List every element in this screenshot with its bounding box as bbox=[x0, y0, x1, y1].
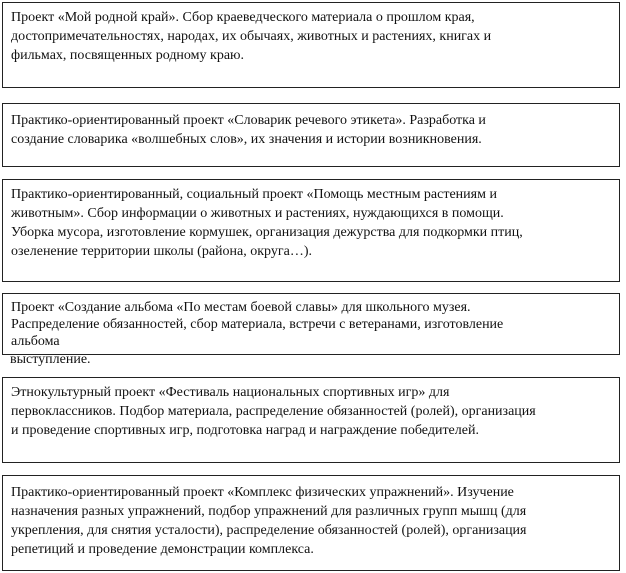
project-box-3 bbox=[2, 179, 620, 282]
project-text-4: Проект «Создание альбома «По местам боевой славы» для школьного музея. Распределение обязанностей, сбор материала, встречи с ветеранами, изготовление альбома bbox=[11, 300, 504, 349]
project-box-2 bbox=[2, 103, 620, 167]
project-box-6 bbox=[2, 475, 620, 571]
project-text-6: Практико-ориентированный проект «Комплекс физических упражнений». Изучение назначения разных упражнений, подбор упражнений для различных групп мышц (для укрепления, для снятия усталости), распределение обязанностей (ролей), организация репетиций и проведение демонстрации комплекса. bbox=[11, 485, 527, 557]
project-box-5 bbox=[2, 377, 620, 463]
project-box-1 bbox=[2, 2, 620, 88]
project-text-2: Практико-ориентированный проект «Словарик речевого этикета». Разработка и создание словарика «волшебных слов», их значения и истории возникновения. bbox=[11, 113, 486, 147]
project-text-1: Проект «Мой родной край». Сбор краеведческого материала о прошлом края, достопримечательностях, народах, их обычаях, животных и растениях, книгах и фильмах, посвященных родному краю. bbox=[11, 10, 492, 63]
project-box-4 bbox=[2, 293, 620, 355]
project-text-3: Практико-ориентированный, социальный проект «Помощь местным растениям и животным». Сбор информации о животных и растениях, нуждающихся в помощи. Уборка мусора, изготовление кормушек, организация дежурства для подкормки птиц, озеленение территории школы (района, округа…). bbox=[11, 187, 523, 259]
project-text-5: Этнокультурный проект «Фестиваль национальных спортивных игр» для первоклассников. Подбор материала, распределение обязанностей (ролей), организация и проведение спортивных игр, подготовка наград и награждение победителей. bbox=[11, 385, 536, 438]
project-text-4-overflow: выступление. bbox=[10, 352, 91, 367]
